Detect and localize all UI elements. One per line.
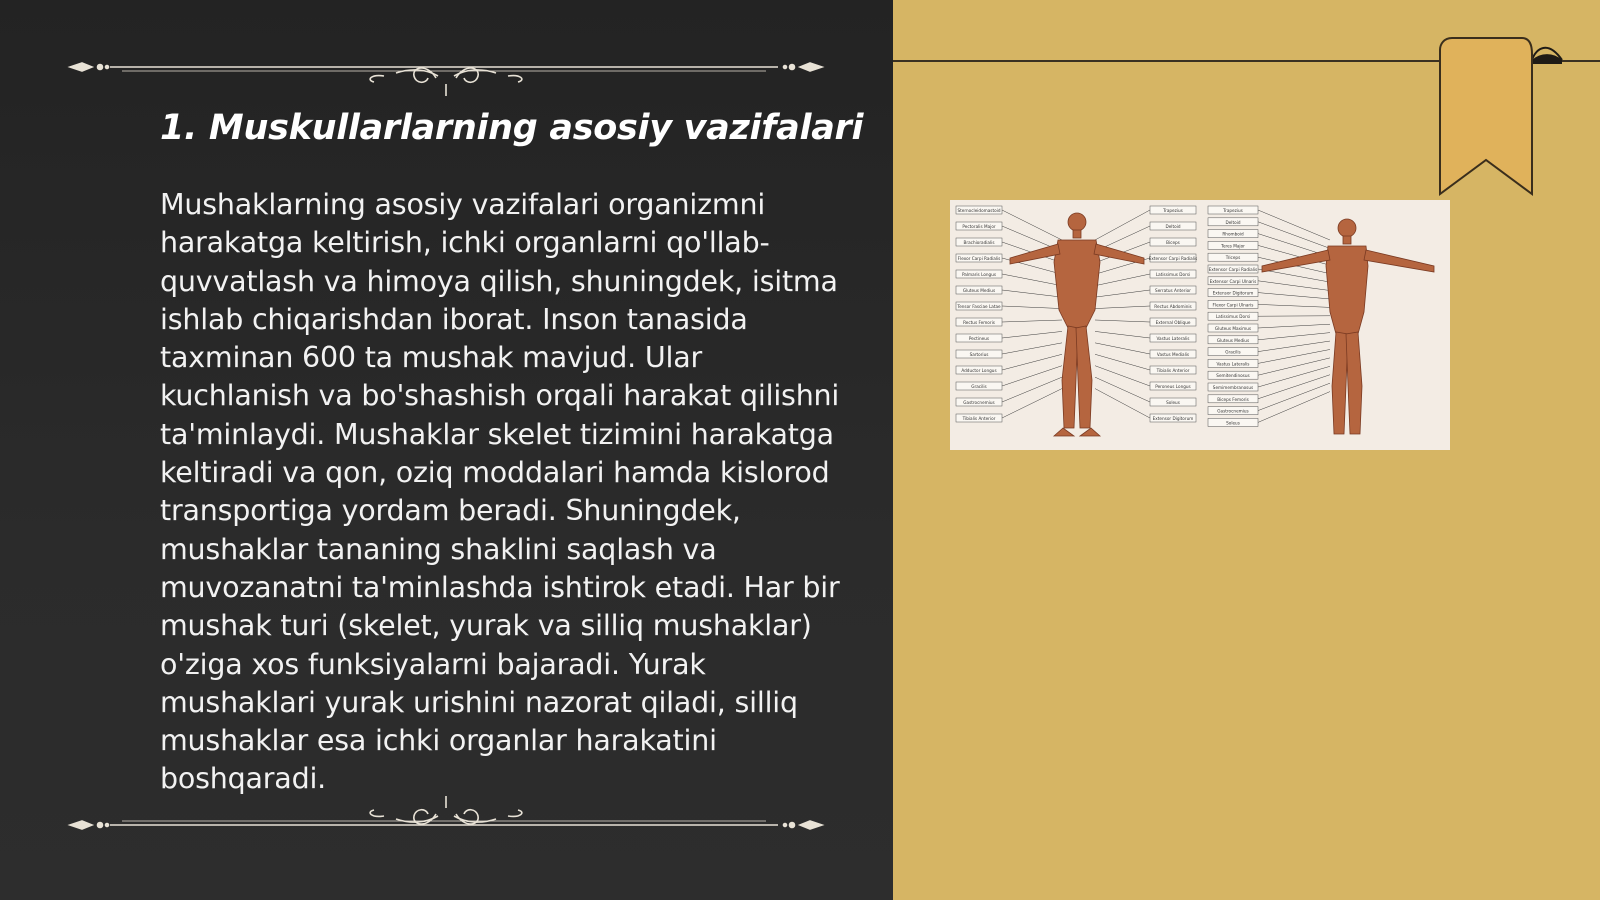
muscle-label: Gracilis xyxy=(1225,349,1241,355)
muscle-label: External Oblique xyxy=(1155,320,1191,325)
ornamental-divider-top-icon xyxy=(66,36,826,96)
ornamental-divider-bottom-icon xyxy=(66,770,826,830)
muscle-label: Semitendinosus xyxy=(1216,373,1250,379)
muscle-label: Vastus Medialis xyxy=(1156,352,1190,357)
muscle-label: Gluteus Medius xyxy=(962,288,996,293)
muscle-label: Soleus xyxy=(1166,400,1180,405)
muscle-label: Adductor Longus xyxy=(961,368,997,373)
muscle-label: Gluteus Medius xyxy=(1216,337,1250,343)
muscle-label: Deltoid xyxy=(1165,224,1181,229)
muscle-label: Gastrocnemius xyxy=(963,400,995,405)
muscle-label: Vastus Lateralis xyxy=(1216,361,1250,367)
muscle-label: Latissimus Dorsi xyxy=(1215,314,1251,320)
muscle-label: Gastrocnemius xyxy=(1217,408,1249,414)
muscle-label: Extensor Digitorum xyxy=(1212,290,1254,296)
muscle-label: Tibialis Anterior xyxy=(962,416,996,421)
slide-title: 1. Muskullarlarning asosiy vazifalari xyxy=(160,108,864,148)
muscle-label: Biceps xyxy=(1166,240,1180,245)
muscle-label: Deltoid xyxy=(1225,219,1241,225)
muscle-label: Trapezius xyxy=(1163,208,1183,213)
muscle-label: Pectoralis Major xyxy=(962,224,996,229)
muscle-label: Serratus Anterior xyxy=(1155,288,1191,293)
muscle-label: Pectineus xyxy=(968,336,990,341)
muscle-label: Tensor Fasciae Latae xyxy=(957,304,1001,309)
muscle-label: Rectus Femoris xyxy=(963,320,995,325)
muscle-label: Gluteus Maximus xyxy=(1214,326,1252,331)
anatomy-muscle-image xyxy=(950,200,1450,450)
muscle-label: Triceps xyxy=(1225,255,1241,261)
muscle-label: Rectus Abdominis xyxy=(1154,304,1192,309)
muscle-label: Biceps Femoris xyxy=(1217,396,1249,402)
muscle-label: Latissimus Dorsi xyxy=(1155,272,1191,277)
muscle-label: Peroneus Longus xyxy=(1155,384,1191,389)
muscle-label: Sternocleidomastoid xyxy=(957,208,1001,213)
muscle-label: Soleus xyxy=(1226,420,1240,426)
muscle-label: Palmaris Longus xyxy=(961,272,997,277)
muscle-label: Tibialis Anterior xyxy=(1156,368,1190,373)
muscle-label: Flexor Carpi Radialis xyxy=(957,256,1001,261)
muscle-label: Teres Major xyxy=(1221,243,1245,249)
muscle-label: Sartorius xyxy=(969,352,989,357)
muscle-label: Semimembranosus xyxy=(1212,385,1254,390)
muscle-label: Extensor Carpi Radialis xyxy=(1208,267,1258,272)
muscle-label: Extensor Carpi Radialis xyxy=(1148,256,1198,261)
muscle-label: Extensor Digitorum xyxy=(1152,416,1194,421)
muscle-label: Extensor Carpi Ulnaris xyxy=(1209,278,1257,284)
bookmark-ribbon-icon xyxy=(1436,36,1566,198)
muscle-label: Trapezius xyxy=(1223,208,1243,213)
muscle-label: Gracilis xyxy=(971,384,987,389)
muscle-label: Brachioradialis xyxy=(963,240,995,245)
muscle-label: Flexor Carpi Ulnaris xyxy=(1212,302,1254,308)
muscle-label: Rhomboid xyxy=(1222,231,1244,237)
slide-body-text: Mushaklarning asosiy vazifalari organizmni harakatga keltirish, ichki organlarni qo'llab-quvvatlash va himoya qilish, shuningdek, isitma ishlab chiqarishdan iborat. Inson tanasida taxminan 600 ta mushak mavjud. Ular kuchlanish va bo'shashish orqali harakat qilishni ta'minlaydi. Mushaklar skelet tizimini harakatga keltiradi va qon, oziq moddalari hamda kislorod transportiga yordam beradi. Shuningdek, mushaklar tananing shaklini saqlash va muvozanatni ta'minlashda ishtirok etadi. Har bir mushak turi (skelet, yurak va silliq mushaklar) o'ziga xos funksiyalarni bajaradi. Yurak mushaklari yurak urishini nazorat qiladi, silliq mushaklar esa ichki organlar harakatini boshqaradi. xyxy=(160,188,840,796)
muscle-label: Vastus Lateralis xyxy=(1156,336,1190,341)
